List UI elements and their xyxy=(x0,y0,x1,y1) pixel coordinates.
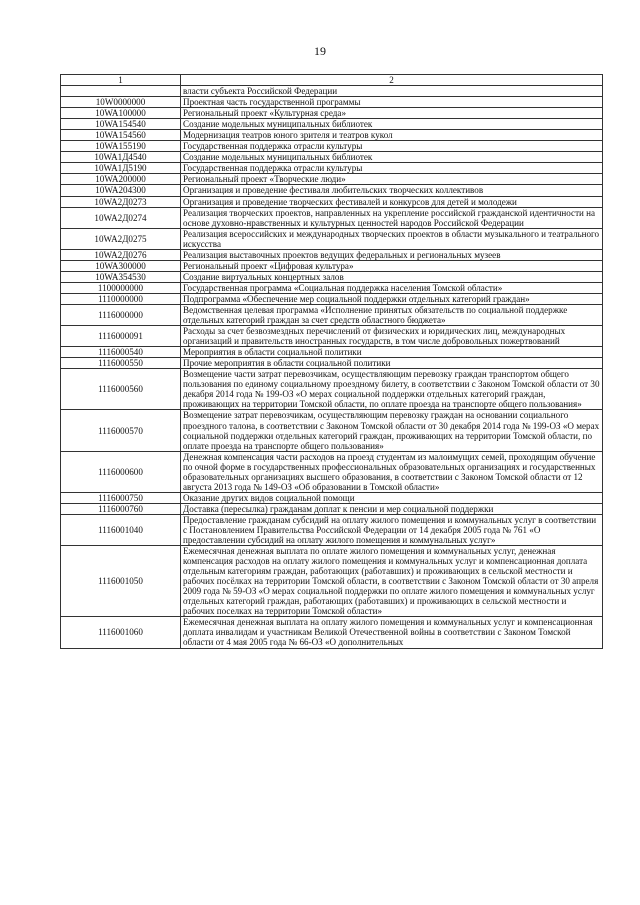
row-name: Денежная компенсация части расходов на проезд студентам из малоимущих семей, проходящим обучение по очной форме в государственных профессиональных образовательных организациях и государственных образовательных организациях высшего образования, в соответствии с Законом Томской области от 12 августа 2013 года № 149-ОЗ «Об образовании в Томской области» xyxy=(181,451,603,492)
page-number: 19 xyxy=(314,44,326,58)
table-row xyxy=(61,282,603,293)
table-row xyxy=(61,617,603,648)
row-code: 10WA154540 xyxy=(61,119,181,130)
row-code: 10WA1Д4540 xyxy=(61,152,181,163)
table-row xyxy=(61,514,603,545)
row-code: 1116000550 xyxy=(61,358,181,369)
table-row xyxy=(61,358,603,369)
row-name: Подпрограмма «Обеспечение мер социальной поддержки отдельных категорий граждан» xyxy=(181,293,603,304)
row-code: 1116000091 xyxy=(61,326,181,347)
table-row xyxy=(61,503,603,514)
column-header-2: 2 xyxy=(181,75,603,86)
row-code: 1116000000 xyxy=(61,304,181,325)
row-name: Государственная программа «Социальная поддержка населения Томской области» xyxy=(181,282,603,293)
row-name: Организация и проведение фестиваля любительских творческих коллективов xyxy=(181,185,603,196)
row-name: власти субъекта Российской Федерации xyxy=(181,86,603,97)
row-name: Государственная поддержка отрасли культуры xyxy=(181,141,603,152)
table-row xyxy=(61,271,603,282)
row-code: 1116000750 xyxy=(61,492,181,503)
row-name: Реализация выставочных проектов ведущих федеральных и региональных музеев xyxy=(181,249,603,260)
table-row xyxy=(61,546,603,617)
row-code: 1116000600 xyxy=(61,451,181,492)
row-code: 1116000570 xyxy=(61,410,181,451)
row-code: 10WA354530 xyxy=(61,271,181,282)
row-code: 10WA1Д5190 xyxy=(61,163,181,174)
row-code: 10WA204300 xyxy=(61,185,181,196)
row-code: 1116000560 xyxy=(61,369,181,410)
table-row xyxy=(61,97,603,108)
table-row xyxy=(61,207,603,228)
row-name: Предоставление гражданам субсидий на оплату жилого помещения и коммунальных услуг в соответствии с Постановлением Правительства Российской Федерации от 14 декабря 2005 года № 761 «О предоставлении субсидий на оплату жилого помещения и коммунальных услуг» xyxy=(181,514,603,545)
row-code: 10W0000000 xyxy=(61,97,181,108)
budget-code-table xyxy=(60,74,603,649)
row-code: 1116001040 xyxy=(61,514,181,545)
row-name: Оказание других видов социальной помощи xyxy=(181,492,603,503)
row-code: 10WA2Д0273 xyxy=(61,196,181,207)
row-name: Возмещение затрат перевозчикам, осуществляющим перевозку граждан на основании социального проездного талона, в соответствии с Законом Томской области от 30 декабря 2014 года № 199-ОЗ «О мерах социальной поддержки отдельных категорий граждан, проживающих на территории Томской области, по оплате проезда на транспорте общего пользования» xyxy=(181,410,603,451)
table-row xyxy=(61,152,603,163)
row-code: 10WA154560 xyxy=(61,130,181,141)
row-code: 10WA155190 xyxy=(61,141,181,152)
row-name: Региональный проект «Цифровая культура» xyxy=(181,260,603,271)
row-name: Проектная часть государственной программы xyxy=(181,97,603,108)
row-name: Государственная поддержка отрасли культуры xyxy=(181,163,603,174)
table-row xyxy=(61,163,603,174)
row-name: Реализация творческих проектов, направленных на укрепление российской гражданской идентичности на основе духовно-нравственных и культурных ценностей народов Российской Федерации xyxy=(181,207,603,228)
row-name: Мероприятия в области социальной политики xyxy=(181,347,603,358)
table-header-row xyxy=(61,75,603,86)
row-name: Реализация всероссийских и международных творческих проектов в области музыкального и театрального искусства xyxy=(181,228,603,249)
table-row xyxy=(61,451,603,492)
row-name: Организация и проведение творческих фестивалей и конкурсов для детей и молодежи xyxy=(181,196,603,207)
table-row xyxy=(61,249,603,260)
row-code: 10WA2Д0274 xyxy=(61,207,181,228)
row-code: 1116001050 xyxy=(61,546,181,617)
table-row xyxy=(61,293,603,304)
row-name: Региональный проект «Культурная среда» xyxy=(181,108,603,119)
table-row xyxy=(61,130,603,141)
table-row xyxy=(61,260,603,271)
row-name: Ведомственная целевая программа «Исполнение принятых обязательств по социальной поддержке отдельных категорий граждан за счет средств областного бюджета» xyxy=(181,304,603,325)
table-row xyxy=(61,410,603,451)
row-code: 10WA200000 xyxy=(61,174,181,185)
row-name: Создание модельных муниципальных библиотек xyxy=(181,119,603,130)
row-code xyxy=(61,86,181,97)
row-name: Доставка (пересылка) гражданам доплат к пенсии и мер социальной поддержки xyxy=(181,503,603,514)
table-row xyxy=(61,369,603,410)
table-row xyxy=(61,119,603,130)
row-code: 1116001060 xyxy=(61,617,181,648)
row-code: 10WA2Д0275 xyxy=(61,228,181,249)
row-code: 1100000000 xyxy=(61,282,181,293)
table-row xyxy=(61,228,603,249)
row-code: 1110000000 xyxy=(61,293,181,304)
table-row xyxy=(61,86,603,97)
table-row xyxy=(61,492,603,503)
row-code: 1116000540 xyxy=(61,347,181,358)
row-name: Региональный проект «Творческие люди» xyxy=(181,174,603,185)
table-row xyxy=(61,326,603,347)
row-name: Модернизация театров юного зрителя и театров кукол xyxy=(181,130,603,141)
table-row xyxy=(61,108,603,119)
row-name: Ежемесячная денежная выплата по оплате жилого помещения и коммунальных услуг, денежная компенсация расходов на оплату жилого помещения и коммунальных услуг и компенсационная доплата отдельным категориям граждан, работающих (работавших) и проживающих в сельской местности и рабочих посёлках на территории Томской области, в соответствии с Законом Томской области от 30 апреля 2009 года № 59-ОЗ «О мерах социальной поддержки по оплате жилого помещения и коммунальных услуг отдельных категорий граждан, работающих (работавших) и проживающих в сельской местности и рабочих поселках на территории Томской области» xyxy=(181,546,603,617)
row-name: Возмещение части затрат перевозчикам, осуществляющим перевозку граждан транспортом общего пользования по единому социальному проездному билету, в соответствии с Законом Томской области от 30 декабря 2014 года № 199-ОЗ «О мерах социальной поддержки отдельных категорий граждан, проживающих на территории Томской области, по оплате проезда на транспорте общего пользования» xyxy=(181,369,603,410)
table-row xyxy=(61,196,603,207)
table-body xyxy=(61,75,603,649)
row-name: Расходы за счет безвозмездных перечислений от физических и юридических лиц, международных организаций и правительств иностранных государств, в том числе добровольных пожертвований xyxy=(181,326,603,347)
table-row xyxy=(61,185,603,196)
table-row xyxy=(61,347,603,358)
table-row xyxy=(61,174,603,185)
row-code: 10WA300000 xyxy=(61,260,181,271)
row-name: Создание виртуальных концертных залов xyxy=(181,271,603,282)
row-code: 10WA100000 xyxy=(61,108,181,119)
row-code: 10WA2Д0276 xyxy=(61,249,181,260)
row-name: Ежемесячная денежная выплата на оплату жилого помещения и коммунальных услуг и компенсационная доплата инвалидам и участникам Великой Отечественной войны в соответствии с Законом Томской области от 4 мая 2005 года № 66-ОЗ «О дополнительных xyxy=(181,617,603,648)
column-header-1: 1 xyxy=(61,75,181,86)
row-code: 1116000760 xyxy=(61,503,181,514)
row-name: Прочие мероприятия в области социальной политики xyxy=(181,358,603,369)
row-name: Создание модельных муниципальных библиотек xyxy=(181,152,603,163)
table-row xyxy=(61,141,603,152)
table-row xyxy=(61,304,603,325)
